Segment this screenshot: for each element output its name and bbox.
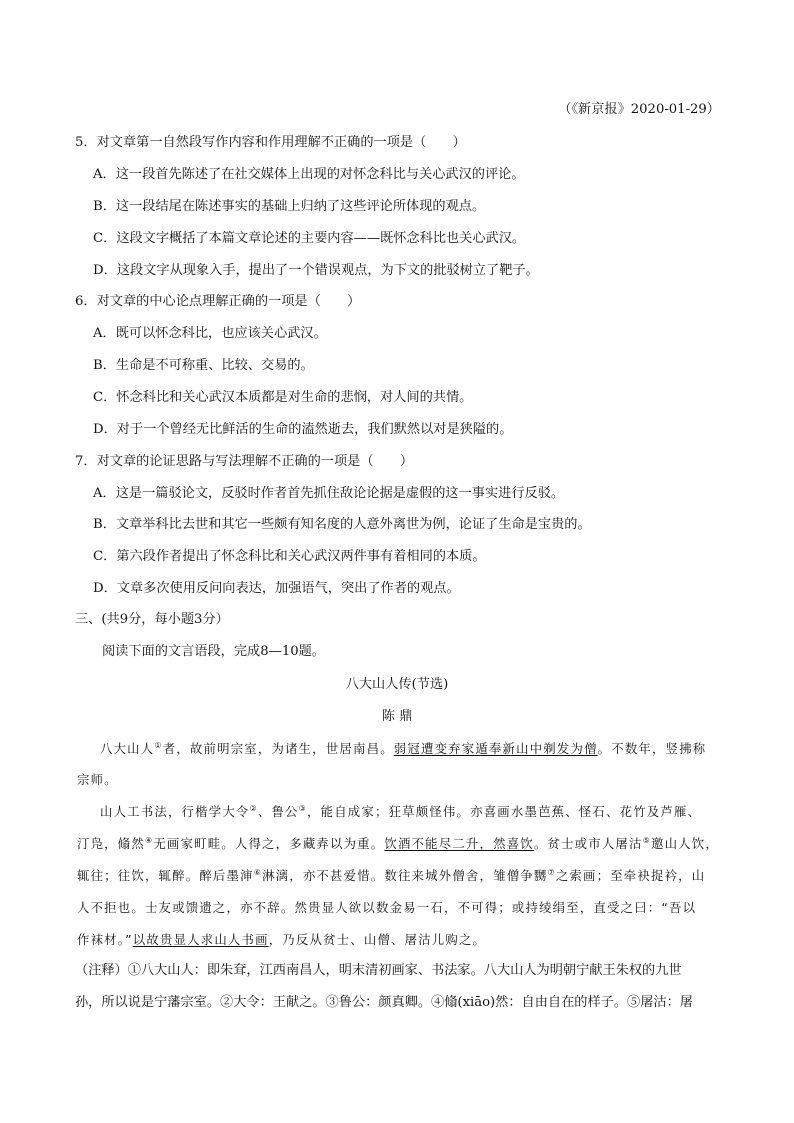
section-3-heading: 三、(共9分，每小题3分） — [75, 612, 229, 627]
source-citation: （《新京报》2020-01-29） — [558, 102, 720, 117]
underlined-sentence-2: 饮酒不能尽二升，然喜饮 — [384, 836, 534, 851]
question-6-option-a: A．既可以怀念科比，也应该关心武汉。 — [93, 326, 327, 341]
question-7-option-c: C．第六段作者提出了怀念科比和关心武汉两件事有着相同的本质。 — [93, 549, 486, 564]
question-7-option-d: D．文章多次使用反问向表达，加强语气，突出了作者的观点。 — [93, 581, 460, 596]
question-6-option-d: D．对于一个曾经无比鲜活的生命的溘然逝去，我们默然以对是狭隘的。 — [93, 422, 513, 437]
question-6-stem: 6．对文章的中心论点理解正确的一项是（ ） — [75, 294, 361, 309]
passage-paragraph-2-line-1: 山人工书法，行楷学大令②、鲁公③，能自成家；狂草颇怪伟。亦喜画水墨芭蕉、怪石、花竹及芦雁、 — [100, 803, 702, 819]
question-5-option-a: A．这一段首先陈述了在社交媒体上出现的对怀念科比与关心武汉的评论。 — [93, 167, 525, 182]
passage-paragraph-2-line-2: 汀凫，翛然④无画家町畦。人得之，多藏弆以为重。饮酒不能尽二升，然喜饮。贫士或市人屠沽⑤邀山人饮， — [77, 835, 719, 851]
question-7-stem: 7．对文章的论证思路与写法理解不正确的一项是（ ） — [75, 454, 414, 469]
question-5-option-c: C．这段文字概括了本篇文章论述的主要内容——既怀念科比也关心武汉。 — [93, 231, 526, 246]
passage-paragraph-1-line-2: 宗师。 — [77, 772, 118, 787]
question-7-option-a: A．这是一篇驳论文，反驳时作者首先抓住敌论论据是虚假的这一事实进行反驳。 — [93, 486, 565, 501]
passage-paragraph-2-line-5: 作袜材。”以故贵显人求山人书画，乃反从贫士、山僧、屠沽儿购之。 — [77, 932, 487, 947]
annotation-line-1: （注释）①八大山人：即朱耷，江西南昌人，明末清初画家、书法家。八大山人为明朝宁献王朱权的九世 — [75, 963, 682, 978]
underlined-sentence-1: 弱冠遭变弃家遁奉新山中剃发为僧 — [393, 741, 598, 756]
question-5-option-d: D．这段文字从现象入手，提出了一个错误观点，为下文的批驳树立了靶子。 — [93, 263, 539, 278]
underlined-sentence-3: 以故贵显人求山人书画 — [132, 932, 269, 947]
question-6-option-c: C．怀念科比和关心武汉本质都是对生命的悲悯，对人间的共情。 — [93, 390, 473, 405]
passage-author: 陈 鼎 — [381, 709, 413, 724]
question-5-option-b: B．这一段结尾在陈述事实的基础上归纳了这些评论所体现的观点。 — [93, 199, 486, 214]
reading-instruction: 阅读下面的文言语段，完成8—10题。 — [102, 644, 325, 659]
annotation-line-2: 孙，所以说是宁藩宗室。②大令：王献之。③鲁公：颜真卿。④翛(xiāo)然：自由自在的样子。⑤屠沽：屠 — [75, 995, 693, 1010]
passage-paragraph-1-line-1: 八大山人①者，故前明宗室，为诸生，世居南昌。弱冠遭变弃家遁奉新山中剃发为僧。不数年，竖拂称 — [100, 740, 707, 756]
question-7-option-b: B．文章举科比去世和其它一些颇有知名度的人意外离世为例，论证了生命是宝贵的。 — [93, 517, 591, 532]
passage-paragraph-2-line-3: 辄往；往饮，辄醉。醉后墨渖⑥淋漓，亦不甚爱惜。数往来城外僧舍，雏僧争嬲⑦之索画；至牵袂捉衿，山 — [77, 867, 706, 883]
question-5-stem: 5．对文章第一自然段写作内容和作用理解不正确的一项是（ ） — [75, 135, 466, 150]
passage-title: 八大山人传(节选) — [345, 677, 449, 692]
question-6-option-b: B．生命是不可称重、比较、交易的。 — [93, 358, 314, 373]
passage-paragraph-2-line-4: 人不拒也。士友或馈遗之，亦不辞。然贵显人欲以数金易一石，不可得；或持绫绢至，直受之曰：“吾以 — [77, 900, 697, 915]
